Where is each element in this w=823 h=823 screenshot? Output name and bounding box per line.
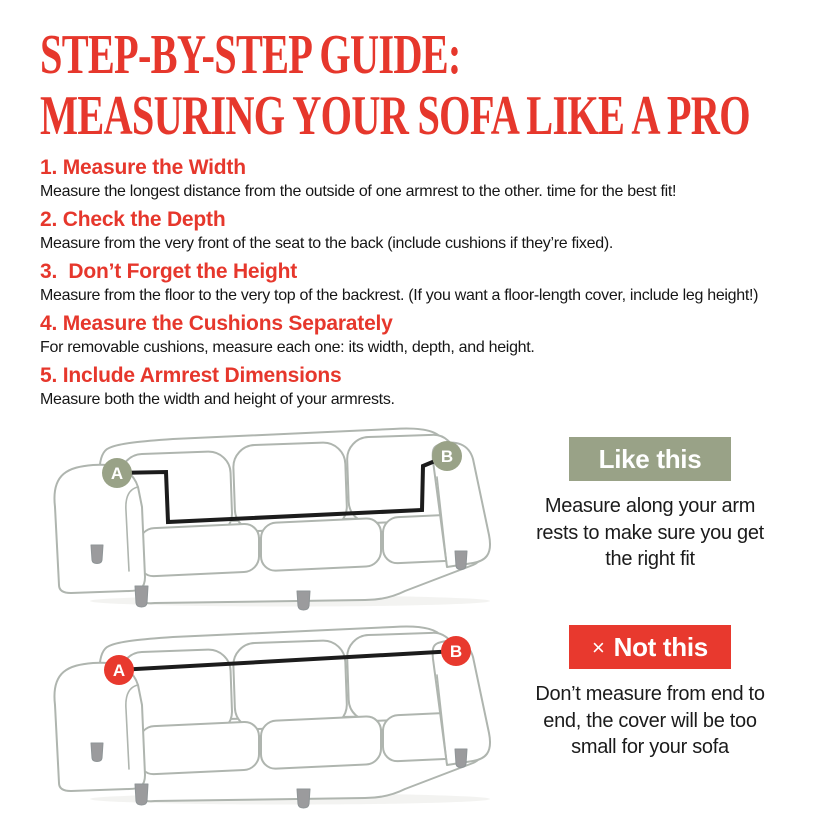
sofa-correct-svg xyxy=(40,419,520,611)
svg-text:B: B xyxy=(449,642,463,661)
sofa-illustration-correct xyxy=(40,419,525,611)
marker-b xyxy=(441,636,471,666)
step-item-1 xyxy=(40,156,793,201)
marker-a xyxy=(104,655,134,685)
page-title-line1: STEP-BY-STEP GUIDE: xyxy=(40,24,461,86)
svg-text:A: A xyxy=(110,464,124,483)
marker-b xyxy=(432,441,462,471)
step-item-2 xyxy=(40,208,793,253)
correct-caption: Measure along your arm rests to make sure you get the right fit xyxy=(536,495,764,571)
measurement-examples xyxy=(40,419,823,809)
correct-example-panel xyxy=(525,419,775,611)
sofa-illustration-incorrect xyxy=(40,617,525,809)
svg-text:B: B xyxy=(440,447,454,466)
incorrect-caption: Don’t measure from end to end, the cover will be too small for your sofa xyxy=(535,683,765,759)
step-item-3 xyxy=(40,260,793,305)
step-heading: 5. Include Armrest Dimensions xyxy=(40,364,342,387)
x-icon: × xyxy=(592,635,605,660)
steps-list xyxy=(40,156,793,409)
step-body: For removable cushions, measure each one: its width, depth, and height. xyxy=(40,339,535,357)
not-this-label: Not this xyxy=(613,631,708,662)
step-heading: 4. Measure the Cushions Separately xyxy=(40,312,393,335)
step-body: Measure both the width and height of your armrests. xyxy=(40,391,395,409)
sofa-incorrect-svg xyxy=(40,617,520,809)
page-title-line2: MEASURING YOUR SOFA LIKE A PRO xyxy=(40,85,750,147)
svg-text:A: A xyxy=(112,661,126,680)
step-item-4 xyxy=(40,312,793,357)
marker-a xyxy=(102,458,132,488)
like-this-label: Like this xyxy=(598,443,702,474)
page-title xyxy=(40,24,823,147)
step-heading: 2. Check the Depth xyxy=(40,208,226,231)
step-body: Measure from the very front of the seat to the back (include cushions if they’re fixed). xyxy=(40,235,613,253)
step-heading: 1. Measure the Width xyxy=(40,156,246,179)
step-body: Measure the longest distance from the outside of one armrest to the other. time for the best fit! xyxy=(40,183,677,201)
incorrect-example-panel xyxy=(525,617,775,809)
like-this-badge xyxy=(569,437,731,481)
step-heading: 3. Don’t Forget the Height xyxy=(40,260,298,283)
step-body: Measure from the floor to the very top of the backrest. (If you want a floor-length cover, include leg height!) xyxy=(40,287,759,305)
step-item-5 xyxy=(40,364,793,409)
not-this-badge xyxy=(569,625,731,669)
